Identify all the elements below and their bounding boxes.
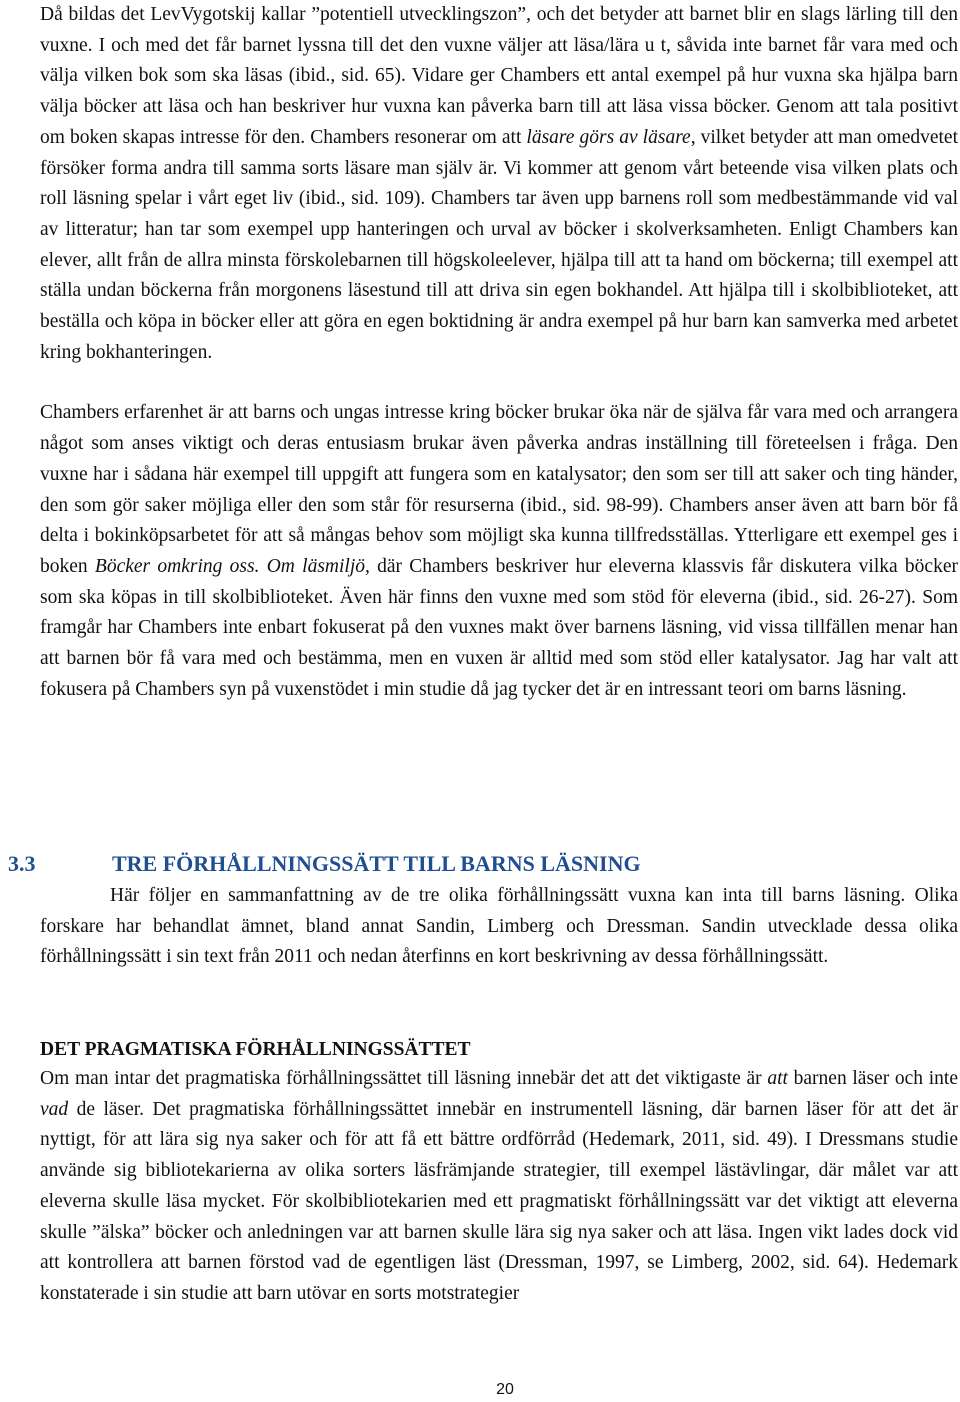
emphasized-text: att (767, 1068, 788, 1089)
body-paragraph: Här följer en sammanfattning av de tre olika förhållningssätt vuxna kan inta till barns läsning. Olika forskare har behandlat ämnet, bland annat Sandin, Limberg och Dressman. Sandin utvecklade dessa olika förhållningssätt i sin text från 2011 och nedan återfinns en kort beskrivning av dessa förhållningssätt. (40, 885, 958, 968)
paragraph-text: , vilket betyder att man omedvetet försöker forma andra till samma sorts läsare man själv är. Vi kommer att genom vårt beteende visa vilken plats och roll läsning spelar i vårt eget liv (ibid., sid. 109). Chambers tar även upp barnens roll som medbestämmande vid val av litteratur; han tar som exempel upp hanteringen och urval av böcker i skolverksamheten. Enligt Chambers kan elever, allt från de allra minsta förskolebarnen till högskoleelever, hjälpa till att ta hand om böckerna; till exempel att ställa undan böckerna från morgonens läsestund till att driva sin egen bokhandel. Att hjälpa till i skolbiblioteket, att beställa och köpa in böcker eller att göra en egen boktidning är andra exempel på hur barn kan samverka med arbetet kring bokhanteringen. (40, 126, 959, 363)
page-number: 20 (496, 1381, 514, 1398)
book-title: Böcker omkring oss. Om läsmiljö, (94, 555, 370, 577)
body-paragraph (40, 1064, 958, 1310)
paragraph-text: Om man intar det pragmatiska förhållningssättet till läsning innebär det att det viktigaste är (40, 1068, 768, 1089)
section-number: 3.3 (8, 851, 36, 876)
body-paragraph (40, 398, 958, 705)
emphasized-text: vad (40, 1098, 69, 1120)
paragraph-text: Chambers erfarenhet är att barns och ungas intresse kring böcker brukar öka när de själva får vara med och arrangera något som anses viktigt och deras entusiasm brukar även påverka andras inställning till företeelsen i fråga. Den vuxne har i sådana här exempel till uppgift att fungera som en katalysator; den som ser till att saker och ting händer, den som gör saker möjliga eller den som står för resurserna (ibid., sid. 98-99). Chambers anser även att barn bör få delta i bokinköpsarbetet för att så mångas behov som möjligt ska kunna tillfredsställas. Ytterligare ett exempel ges i boken (40, 402, 958, 577)
paragraph-text: Då bildas det LevVygotskij kallar ”potentiell utvecklingszon”, och det betyder att barnet blir en slags lärling till den vuxne. I och med det får barnet lyssna till det den vuxne väljer att läsa/lära u t, såvida inte barnet får vara med och välja vilken bok som ska läsas (ibid., sid. 65). Vidare ger Chambers ett antal exempel på hur vuxna ska hjälpa barn välja böcker att läsa och han beskriver hur vuxna kan påverka barn till att läsa vissa böcker. Genom att tala positivt om boken skapas intresse för den. Chambers resonerar om att (40, 4, 958, 148)
paragraph-text: där Chambers beskriver hur eleverna klassvis får diskutera vilka böcker som ska köpas in till skolbiblioteket. Även här finns den vuxne med som stöd för eleverna (ibid., sid. 26-27). Som framgår har Chambers inte enbart fokuserat på den vuxnes makt över barnens läsning, vid vissa tillfällen menar han att barnen bör få vara med och bestämma, men en vuxen är alltid med som stöd eller katalysator. Jag har valt att fokusera på Chambers syn på vuxenstödet i min studie då jag tycker det är en intressant teori om barns läsning. (40, 555, 958, 700)
body-paragraph (40, 0, 958, 368)
emphasized-text: läsare görs av läsare (526, 126, 691, 148)
paragraph-text: barnen läser och inte (787, 1068, 958, 1089)
document-page (8, 0, 959, 1304)
section-title: TRE FÖRHÅLLNINGSSÄTT TILL BARNS LÄSNING (112, 851, 641, 876)
paragraph-text: de läser. Det pragmatiska förhållningssättet innebär en instrumentell läsning, där barnen läser för att det är nyttigt, för att lära sig nya saker och för att få ett bättre ordförråd (Hedemark, 2011, sid. 49). I Dressmans studie använde sig bibliotekarierna av olika sorters läsfrämjande strategier, till exempel lästävlingar, där målet var att eleverna skulle läsa mycket. För skolbibliotekarien med ett pragmatiskt förhållningssätt var det viktigt att eleverna skulle ”älska” böcker och anledningen var att barnen skulle lära sig nya saker och att läsa. Ingen vikt lades dock vid att kontrollera att barnen förstod vad de egentligen läst (Dressman, 1997, se Limberg, 2002, sid. 64). Hedemark konstaterade i sin studie att barn utövar en sorts motstrategier (40, 1098, 958, 1304)
subsection-heading: DET PRAGMATISKA FÖRHÅLLNINGSSÄTTET (40, 1039, 471, 1060)
